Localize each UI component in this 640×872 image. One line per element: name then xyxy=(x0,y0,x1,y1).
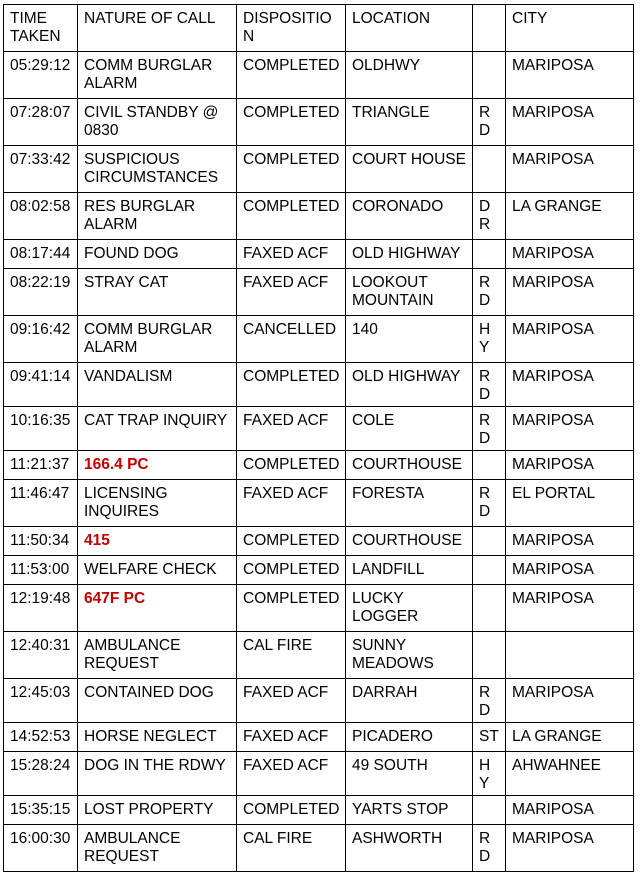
cell-suffix xyxy=(473,52,506,99)
cell-nature: STRAY CAT xyxy=(78,269,237,316)
cell-location: OLD HIGHWAY xyxy=(346,240,473,269)
cell-time: 11:53:00 xyxy=(4,556,78,585)
cell-suffix: RD xyxy=(473,99,506,146)
cell-suffix xyxy=(473,527,506,556)
cell-city: MARIPOSA xyxy=(506,269,634,316)
cell-city: MARIPOSA xyxy=(506,99,634,146)
header-time: TIME TAKEN xyxy=(4,5,78,52)
cell-location: COURTHOUSE xyxy=(346,527,473,556)
cell-city: MARIPOSA xyxy=(506,825,634,872)
cell-location: FORESTA xyxy=(346,480,473,527)
cell-nature: COMM BURGLAR ALARM xyxy=(78,316,237,363)
cell-city: MARIPOSA xyxy=(506,556,634,585)
cell-city: MARIPOSA xyxy=(506,679,634,723)
cell-city: MARIPOSA xyxy=(506,796,634,825)
cell-location: LUCKY LOGGER xyxy=(346,585,473,632)
table-row xyxy=(4,752,634,796)
cell-time: 09:16:42 xyxy=(4,316,78,363)
cell-nature: RES BURGLAR ALARM xyxy=(78,193,237,240)
cell-location: OLD HIGHWAY xyxy=(346,363,473,407)
cell-time: 16:00:30 xyxy=(4,825,78,872)
cell-city: MARIPOSA xyxy=(506,363,634,407)
cell-nature: LOST PROPERTY xyxy=(78,796,237,825)
cell-city: MARIPOSA xyxy=(506,316,634,363)
cell-location: CORONADO xyxy=(346,193,473,240)
cell-suffix: RD xyxy=(473,407,506,451)
cell-disposition: CAL FIRE xyxy=(237,825,346,872)
cell-nature: CAT TRAP INQUIRY xyxy=(78,407,237,451)
cell-suffix: RD xyxy=(473,679,506,723)
cell-time: 07:33:42 xyxy=(4,146,78,193)
cell-location: ASHWORTH xyxy=(346,825,473,872)
header-city: CITY xyxy=(506,5,634,52)
cell-disposition: COMPLETED xyxy=(237,99,346,146)
table-row xyxy=(4,796,634,825)
cell-nature: 647F PC xyxy=(78,585,237,632)
cell-city: LA GRANGE xyxy=(506,193,634,240)
table-row xyxy=(4,723,634,752)
cell-city: LA GRANGE xyxy=(506,723,634,752)
cell-nature: 415 xyxy=(78,527,237,556)
table-row xyxy=(4,146,634,193)
table-row xyxy=(4,556,634,585)
cell-nature: VANDALISM xyxy=(78,363,237,407)
cell-disposition: COMPLETED xyxy=(237,585,346,632)
header-disposition: DISPOSITION xyxy=(237,5,346,52)
cell-time: 11:46:47 xyxy=(4,480,78,527)
cell-time: 05:29:12 xyxy=(4,52,78,99)
cell-disposition: COMPLETED xyxy=(237,451,346,480)
cell-location: COLE xyxy=(346,407,473,451)
header-suffix xyxy=(473,5,506,52)
cell-disposition: COMPLETED xyxy=(237,556,346,585)
cell-nature: AMBULANCE REQUEST xyxy=(78,632,237,679)
cell-time: 12:45:03 xyxy=(4,679,78,723)
cell-disposition: COMPLETED xyxy=(237,363,346,407)
cell-location: TRIANGLE xyxy=(346,99,473,146)
cell-city: MARIPOSA xyxy=(506,146,634,193)
cell-time: 15:28:24 xyxy=(4,752,78,796)
cell-location: OLDHWY xyxy=(346,52,473,99)
cell-city xyxy=(506,632,634,679)
cell-disposition: COMPLETED xyxy=(237,796,346,825)
cell-suffix: RD xyxy=(473,825,506,872)
header-row xyxy=(4,5,634,52)
cell-suffix xyxy=(473,585,506,632)
cell-suffix xyxy=(473,796,506,825)
table-row xyxy=(4,52,634,99)
table-row xyxy=(4,632,634,679)
cell-city: AHWAHNEE xyxy=(506,752,634,796)
cell-location: 49 SOUTH xyxy=(346,752,473,796)
cell-nature: 166.4 PC xyxy=(78,451,237,480)
cell-location: LANDFILL xyxy=(346,556,473,585)
cell-disposition: COMPLETED xyxy=(237,527,346,556)
cell-suffix: RD xyxy=(473,363,506,407)
cell-nature: HORSE NEGLECT xyxy=(78,723,237,752)
cell-suffix: HY xyxy=(473,316,506,363)
call-log-body xyxy=(4,5,634,872)
header-nature: NATURE OF CALL xyxy=(78,5,237,52)
cell-time: 14:52:53 xyxy=(4,723,78,752)
table-row xyxy=(4,527,634,556)
cell-suffix: ST xyxy=(473,723,506,752)
table-row xyxy=(4,193,634,240)
cell-time: 07:28:07 xyxy=(4,99,78,146)
table-row xyxy=(4,99,634,146)
cell-city: MARIPOSA xyxy=(506,407,634,451)
cell-location: LOOKOUT MOUNTAIN xyxy=(346,269,473,316)
cell-time: 12:19:48 xyxy=(4,585,78,632)
cell-city: EL PORTAL xyxy=(506,480,634,527)
cell-suffix: RD xyxy=(473,269,506,316)
cell-nature: LICENSING INQUIRES xyxy=(78,480,237,527)
cell-nature: FOUND DOG xyxy=(78,240,237,269)
cell-suffix: HY xyxy=(473,752,506,796)
cell-nature: DOG IN THE RDWY xyxy=(78,752,237,796)
cell-suffix xyxy=(473,146,506,193)
table-row xyxy=(4,407,634,451)
cell-disposition: FAXED ACF xyxy=(237,480,346,527)
cell-suffix: DR xyxy=(473,193,506,240)
cell-disposition: CANCELLED xyxy=(237,316,346,363)
table-row xyxy=(4,451,634,480)
cell-city: MARIPOSA xyxy=(506,451,634,480)
cell-suffix xyxy=(473,632,506,679)
cell-disposition: FAXED ACF xyxy=(237,407,346,451)
cell-city: MARIPOSA xyxy=(506,527,634,556)
cell-location: PICADERO xyxy=(346,723,473,752)
cell-nature: AMBULANCE REQUEST xyxy=(78,825,237,872)
cell-disposition: COMPLETED xyxy=(237,193,346,240)
header-location: LOCATION xyxy=(346,5,473,52)
cell-time: 10:16:35 xyxy=(4,407,78,451)
table-row xyxy=(4,825,634,872)
table-row xyxy=(4,585,634,632)
cell-location: YARTS STOP xyxy=(346,796,473,825)
cell-city: MARIPOSA xyxy=(506,585,634,632)
table-row xyxy=(4,269,634,316)
call-log-table xyxy=(3,4,634,872)
cell-suffix: RD xyxy=(473,480,506,527)
cell-nature: CONTAINED DOG xyxy=(78,679,237,723)
cell-time: 09:41:14 xyxy=(4,363,78,407)
cell-time: 11:50:34 xyxy=(4,527,78,556)
cell-suffix xyxy=(473,556,506,585)
cell-time: 12:40:31 xyxy=(4,632,78,679)
cell-time: 08:22:19 xyxy=(4,269,78,316)
cell-nature: CIVIL STANDBY @ 0830 xyxy=(78,99,237,146)
cell-time: 15:35:15 xyxy=(4,796,78,825)
cell-suffix xyxy=(473,240,506,269)
cell-location: DARRAH xyxy=(346,679,473,723)
table-row xyxy=(4,480,634,527)
cell-city: MARIPOSA xyxy=(506,240,634,269)
cell-time: 11:21:37 xyxy=(4,451,78,480)
cell-city: MARIPOSA xyxy=(506,52,634,99)
cell-disposition: CAL FIRE xyxy=(237,632,346,679)
cell-location: SUNNY MEADOWS xyxy=(346,632,473,679)
table-row xyxy=(4,240,634,269)
cell-disposition: FAXED ACF xyxy=(237,752,346,796)
cell-location: COURTHOUSE xyxy=(346,451,473,480)
table-row xyxy=(4,363,634,407)
cell-disposition: FAXED ACF xyxy=(237,723,346,752)
cell-disposition: FAXED ACF xyxy=(237,679,346,723)
cell-time: 08:17:44 xyxy=(4,240,78,269)
cell-disposition: FAXED ACF xyxy=(237,269,346,316)
cell-location: COURT HOUSE xyxy=(346,146,473,193)
cell-time: 08:02:58 xyxy=(4,193,78,240)
cell-disposition: FAXED ACF xyxy=(237,240,346,269)
cell-nature: SUSPICIOUS CIRCUMSTANCES xyxy=(78,146,237,193)
table-row xyxy=(4,316,634,363)
table-row xyxy=(4,679,634,723)
cell-nature: WELFARE CHECK xyxy=(78,556,237,585)
cell-suffix xyxy=(473,451,506,480)
cell-nature: COMM BURGLAR ALARM xyxy=(78,52,237,99)
cell-disposition: COMPLETED xyxy=(237,146,346,193)
cell-location: 140 xyxy=(346,316,473,363)
cell-disposition: COMPLETED xyxy=(237,52,346,99)
